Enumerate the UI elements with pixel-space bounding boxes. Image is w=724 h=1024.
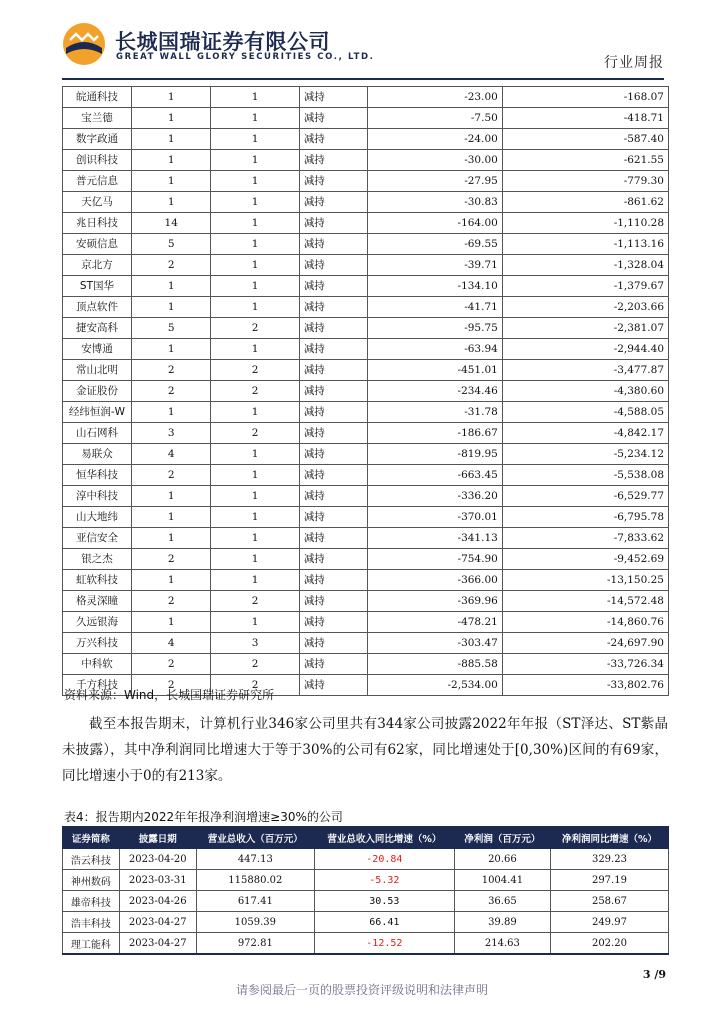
column-header: 净利润同比增速（%） [550,827,668,849]
stock-name-cell: 常山北明 [63,360,132,381]
stock-name-cell: 亚信安全 [63,528,132,549]
value-change-cell: -779.30 [502,171,668,192]
stock-name-cell: 理工能科 [63,933,120,955]
direction-cell: 减持 [299,486,368,507]
stock-name-cell: ST国华 [63,276,132,297]
table-row [63,297,669,318]
net-profit-cell: 214.63 [454,933,550,955]
holders-cell: 1 [211,339,299,360]
value-change-cell: -2,381.07 [502,318,668,339]
stock-name-cell: 浩云科技 [63,849,120,870]
stock-name-cell: 神州数码 [63,870,120,891]
revenue-cell: 617.41 [196,891,314,912]
count-cell: 14 [131,213,211,234]
value-change-cell: -168.07 [502,87,668,108]
value-change-cell: -9,452.69 [502,549,668,570]
direction-cell: 减持 [299,150,368,171]
count-cell: 1 [131,87,211,108]
revenue-growth-cell: -20.84 [314,849,454,870]
net-profit-cell: 1004.41 [454,870,550,891]
holders-cell: 1 [211,402,299,423]
count-cell: 1 [131,171,211,192]
holders-cell: 1 [211,255,299,276]
stock-name-cell: 宝兰德 [63,108,132,129]
table-row [63,171,669,192]
value-change-cell: -5,538.08 [502,465,668,486]
holders-cell: 1 [211,234,299,255]
count-cell: 1 [131,570,211,591]
revenue-cell: 1059.39 [196,912,314,933]
shares-change-cell: -164.00 [368,213,502,234]
table-row [63,192,669,213]
value-change-cell: -5,234.12 [502,444,668,465]
count-cell: 1 [131,108,211,129]
table-row [63,933,669,955]
revenue-growth-cell: -5.32 [314,870,454,891]
value-change-cell: -4,380.60 [502,381,668,402]
count-cell: 1 [131,612,211,633]
table-row [63,891,669,912]
disclosure-date-cell: 2023-04-20 [119,849,196,870]
holders-cell: 1 [211,192,299,213]
count-cell: 2 [131,465,211,486]
count-cell: 4 [131,444,211,465]
table-row [63,591,669,612]
shares-change-cell: -819.95 [368,444,502,465]
table-row [63,339,669,360]
stock-name-cell: 中科软 [63,654,132,675]
count-cell: 1 [131,486,211,507]
table-header-row [63,827,669,849]
table-row [63,381,669,402]
stock-name-cell: 普元信息 [63,171,132,192]
direction-cell: 减持 [299,381,368,402]
value-change-cell: -621.55 [502,150,668,171]
direction-cell: 减持 [299,612,368,633]
holders-cell: 2 [211,591,299,612]
table-row [63,108,669,129]
direction-cell: 减持 [299,171,368,192]
revenue-cell: 447.13 [196,849,314,870]
shares-change-cell: -39.71 [368,255,502,276]
table-row [63,276,669,297]
count-cell: 1 [131,129,211,150]
count-cell: 4 [131,633,211,654]
direction-cell: 减持 [299,87,368,108]
direction-cell: 减持 [299,591,368,612]
holders-cell: 2 [211,381,299,402]
holders-cell: 1 [211,297,299,318]
shares-change-cell: -663.45 [368,465,502,486]
shares-change-cell: -234.46 [368,381,502,402]
table-row [63,360,669,381]
table-row [63,129,669,150]
revenue-cell: 972.81 [196,933,314,955]
direction-cell: 减持 [299,129,368,150]
shares-change-cell: -366.00 [368,570,502,591]
value-change-cell: -1,110.28 [502,213,668,234]
holders-cell: 1 [211,486,299,507]
table-row [63,870,669,891]
table4-title: 表4：报告期内2022年年报净利润增速≥30%的公司 [64,810,343,824]
stock-name-cell: 山大地纬 [63,507,132,528]
direction-cell: 减持 [299,402,368,423]
stock-name-cell: 安博通 [63,339,132,360]
direction-cell: 减持 [299,192,368,213]
table-row [63,912,669,933]
count-cell: 3 [131,423,211,444]
report-type: 行业周报 [604,55,664,71]
shares-change-cell: -23.00 [368,87,502,108]
shares-change-cell: -24.00 [368,129,502,150]
shares-change-cell: -478.21 [368,612,502,633]
shares-change-cell: -186.67 [368,423,502,444]
shares-change-cell: -2,534.00 [368,675,502,696]
company-logo-icon [62,22,106,66]
table-row [63,486,669,507]
table-row [63,150,669,171]
direction-cell: 减持 [299,570,368,591]
stock-name-cell: 雄帝科技 [63,891,120,912]
table-row [63,423,669,444]
disclosure-date-cell: 2023-04-27 [119,933,196,955]
value-change-cell: -1,113.16 [502,234,668,255]
direction-cell: 减持 [299,339,368,360]
count-cell: 1 [131,276,211,297]
direction-cell: 减持 [299,465,368,486]
stock-name-cell: 万兴科技 [63,633,132,654]
page-number: 3 /9 [642,968,666,981]
value-change-cell: -418.71 [502,108,668,129]
direction-cell: 减持 [299,276,368,297]
holders-cell: 2 [211,360,299,381]
direction-cell: 减持 [299,633,368,654]
value-change-cell: -587.40 [502,129,668,150]
holders-cell: 1 [211,150,299,171]
shares-change-cell: -30.00 [368,150,502,171]
profit-growth-cell: 258.67 [550,891,668,912]
stock-name-cell: 兆日科技 [63,213,132,234]
direction-cell: 减持 [299,234,368,255]
stock-name-cell: 虹软科技 [63,570,132,591]
table-row [63,255,669,276]
value-change-cell: -14,572.48 [502,591,668,612]
holders-cell: 1 [211,213,299,234]
count-cell: 2 [131,255,211,276]
company-name-en: GREAT WALL GLORY SECURITIES CO., LTD. [116,52,375,62]
value-change-cell: -6,529.77 [502,486,668,507]
stock-name-cell: 天亿马 [63,192,132,213]
shares-change-cell: -341.13 [368,528,502,549]
profit-growth-cell: 202.20 [550,933,668,955]
shares-change-cell: -95.75 [368,318,502,339]
holders-cell: 2 [211,318,299,339]
direction-cell: 减持 [299,360,368,381]
shares-change-cell: -63.94 [368,339,502,360]
stock-name-cell: 山石网科 [63,423,132,444]
profit-growth-table [62,826,669,955]
table-row [63,528,669,549]
stock-name-cell: 经纬恒润-W [63,402,132,423]
stock-name-cell: 数字政通 [63,129,132,150]
stock-name-cell: 千方科技 [63,675,132,696]
direction-cell: 减持 [299,654,368,675]
holders-cell: 1 [211,171,299,192]
count-cell: 1 [131,402,211,423]
count-cell: 1 [131,507,211,528]
holders-cell: 1 [211,612,299,633]
count-cell: 2 [131,675,211,696]
stock-name-cell: 格灵深瞳 [63,591,132,612]
holders-cell: 3 [211,633,299,654]
count-cell: 5 [131,318,211,339]
holdings-change-table [62,86,669,696]
holders-cell: 1 [211,465,299,486]
table-row [63,570,669,591]
direction-cell: 减持 [299,255,368,276]
value-change-cell: -3,477.87 [502,360,668,381]
direction-cell: 减持 [299,444,368,465]
profit-growth-cell: 297.19 [550,870,668,891]
table-row [63,549,669,570]
net-profit-cell: 36.65 [454,891,550,912]
shares-change-cell: -69.55 [368,234,502,255]
net-profit-cell: 20.66 [454,849,550,870]
footer-disclaimer: 请参阅最后一页的股票投资评级说明和法律声明 [235,983,488,997]
value-change-cell: -2,203.66 [502,297,668,318]
stock-name-cell: 易联众 [63,444,132,465]
disclosure-date-cell: 2023-03-31 [119,870,196,891]
shares-change-cell: -134.10 [368,276,502,297]
holders-cell: 1 [211,129,299,150]
stock-name-cell: 浩丰科技 [63,912,120,933]
direction-cell: 减持 [299,423,368,444]
stock-name-cell: 恒华科技 [63,465,132,486]
stock-name-cell: 淳中科技 [63,486,132,507]
count-cell: 1 [131,528,211,549]
value-change-cell: -861.62 [502,192,668,213]
value-change-cell: -1,328.04 [502,255,668,276]
value-change-cell: -33,802.76 [502,675,668,696]
shares-change-cell: -369.96 [368,591,502,612]
table-row [63,87,669,108]
shares-change-cell: -303.47 [368,633,502,654]
page-header [0,0,724,80]
revenue-growth-cell: 66.41 [314,912,454,933]
table-row [63,633,669,654]
value-change-cell: -13,150.25 [502,570,668,591]
shares-change-cell: -754.90 [368,549,502,570]
stock-name-cell: 银之杰 [63,549,132,570]
table-row [63,612,669,633]
net-profit-cell: 39.89 [454,912,550,933]
disclosure-date-cell: 2023-04-27 [119,912,196,933]
direction-cell: 减持 [299,297,368,318]
value-change-cell: -7,833.62 [502,528,668,549]
direction-cell: 减持 [299,549,368,570]
value-change-cell: -24,697.90 [502,633,668,654]
shares-change-cell: -336.20 [368,486,502,507]
count-cell: 5 [131,234,211,255]
stock-name-cell: 皖通科技 [63,87,132,108]
company-name-cn: 长城国瑞证券有限公司 [115,30,330,54]
holders-cell: 1 [211,507,299,528]
revenue-cell: 115880.02 [196,870,314,891]
holders-cell: 2 [211,675,299,696]
table-row [63,465,669,486]
shares-change-cell: -370.01 [368,507,502,528]
direction-cell: 减持 [299,108,368,129]
shares-change-cell: -30.83 [368,192,502,213]
table-row [63,234,669,255]
value-change-cell: -4,588.05 [502,402,668,423]
stock-name-cell: 久远银海 [63,612,132,633]
value-change-cell: -6,795.78 [502,507,668,528]
holders-cell: 1 [211,87,299,108]
table-row [63,213,669,234]
shares-change-cell: -27.95 [368,171,502,192]
value-change-cell: -2,944.40 [502,339,668,360]
count-cell: 1 [131,339,211,360]
revenue-growth-cell: -12.52 [314,933,454,955]
direction-cell: 减持 [299,528,368,549]
holders-cell: 1 [211,444,299,465]
holders-cell: 1 [211,570,299,591]
direction-cell: 减持 [299,318,368,339]
stock-name-cell: 京北方 [63,255,132,276]
count-cell: 2 [131,549,211,570]
column-header: 披露日期 [119,827,196,849]
count-cell: 2 [131,381,211,402]
shares-change-cell: -885.58 [368,654,502,675]
table-row [63,318,669,339]
disclosure-date-cell: 2023-04-26 [119,891,196,912]
table-row [63,654,669,675]
holders-cell: 2 [211,654,299,675]
table-row [63,507,669,528]
stock-name-cell: 创识科技 [63,150,132,171]
column-header: 营业总收入同比增速（%） [314,827,454,849]
profit-growth-cell: 329.23 [550,849,668,870]
column-header: 净利润（百万元） [454,827,550,849]
profit-growth-cell: 249.97 [550,912,668,933]
revenue-growth-cell: 30.53 [314,891,454,912]
stock-name-cell: 安硕信息 [63,234,132,255]
table-row [63,402,669,423]
column-header: 营业总收入（百万元） [196,827,314,849]
count-cell: 1 [131,297,211,318]
header-divider [62,78,664,80]
table-row [63,444,669,465]
holders-cell: 1 [211,549,299,570]
holders-cell: 1 [211,108,299,129]
holders-cell: 2 [211,423,299,444]
shares-change-cell: -451.01 [368,360,502,381]
stock-name-cell: 顶点软件 [63,297,132,318]
count-cell: 2 [131,654,211,675]
value-change-cell: -33,726.34 [502,654,668,675]
direction-cell: 减持 [299,507,368,528]
holders-cell: 1 [211,276,299,297]
count-cell: 1 [131,192,211,213]
direction-cell: 减持 [299,675,368,696]
count-cell: 2 [131,360,211,381]
holders-cell: 1 [211,528,299,549]
stock-name-cell: 捷安高科 [63,318,132,339]
shares-change-cell: -31.78 [368,402,502,423]
summary-paragraph: 截至本报告期末，计算机行业346家公司里共有344家公司披露2022年年报（ST泽达、ST紫晶未披露），其中净利润同比增速大于等于30%的公司有62家，同比增速处于[0,30%)区间的有69家，同比增速小于0的有213家。 [62,716,668,784]
shares-change-cell: -7.50 [368,108,502,129]
value-change-cell: -4,842.17 [502,423,668,444]
direction-cell: 减持 [299,213,368,234]
value-change-cell: -14,860.76 [502,612,668,633]
count-cell: 2 [131,591,211,612]
column-header: 证券简称 [63,827,120,849]
stock-name-cell: 金证股份 [63,381,132,402]
count-cell: 1 [131,150,211,171]
table3-source: 资料来源：Wind，长城国瑞证券研究所 [64,688,275,702]
shares-change-cell: -41.71 [368,297,502,318]
table-row [63,849,669,870]
value-change-cell: -1,379.67 [502,276,668,297]
